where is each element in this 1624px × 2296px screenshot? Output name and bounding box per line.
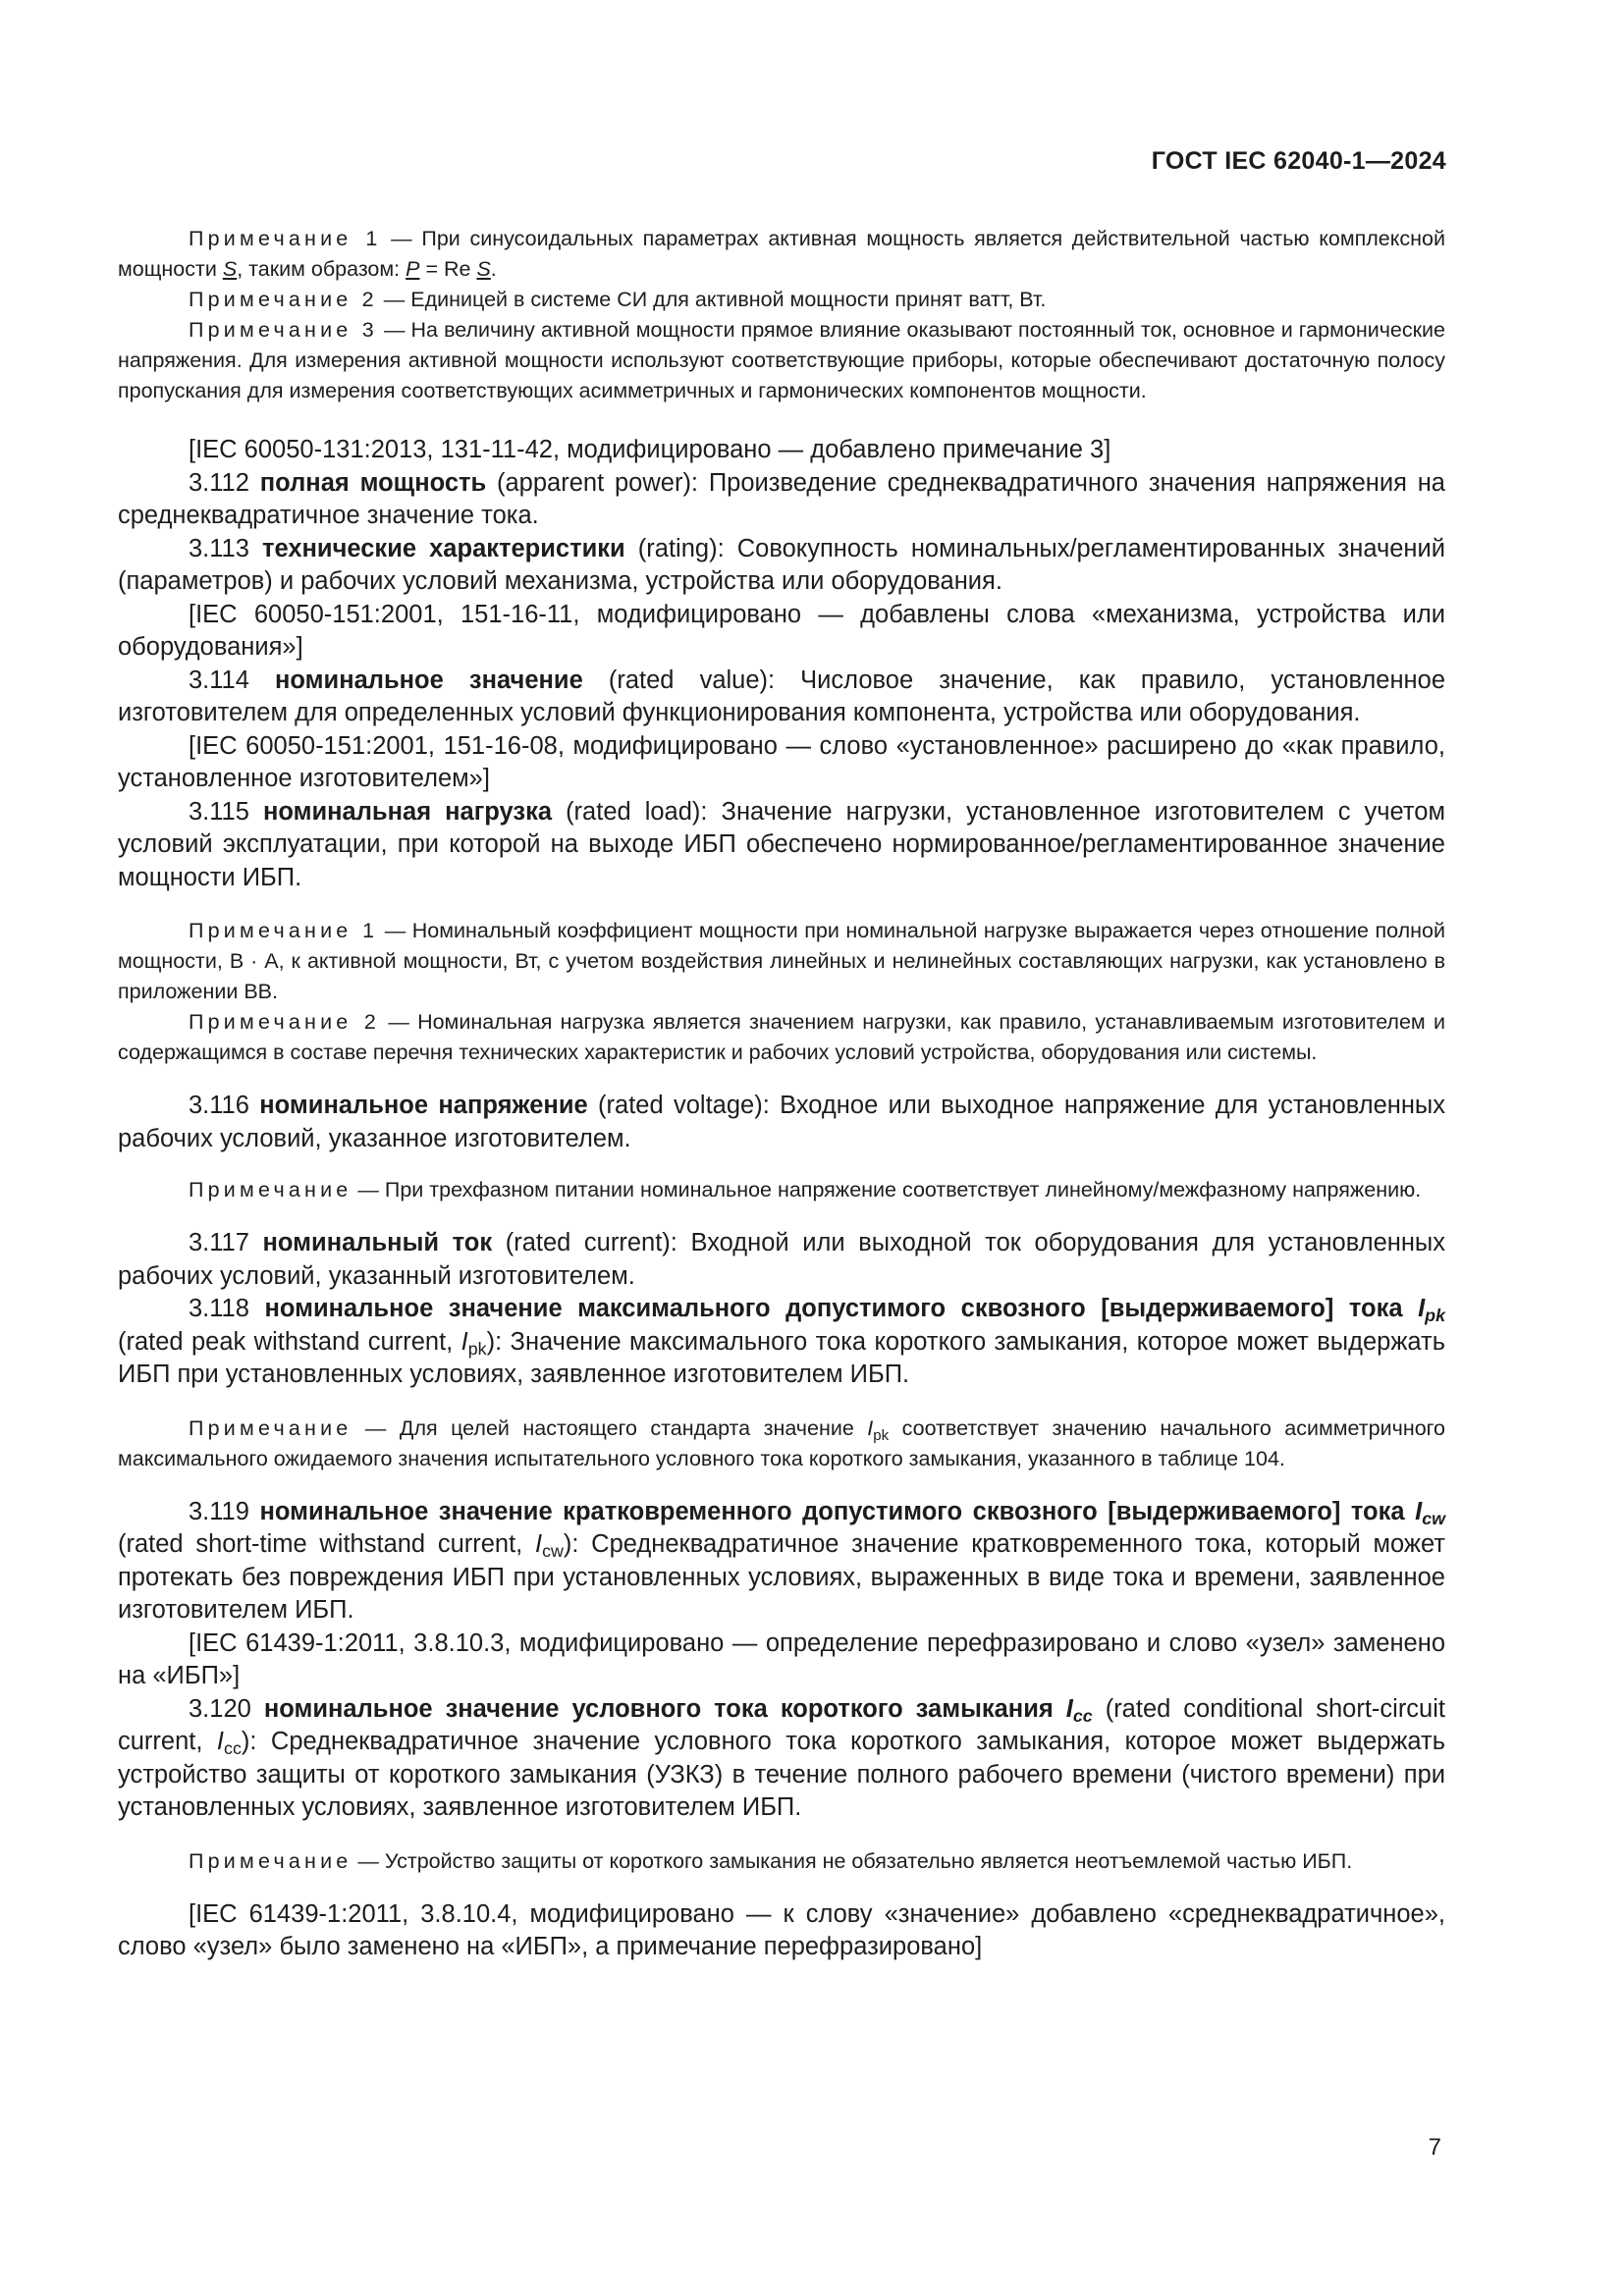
note-1-rated-load: Примечание 1 — Номинальный коэффициент мощности при номинальной нагрузке выражается через отношение полной мощности, В · А, к активной мощности, Вт, с учетом воздействия линейных и нелинейных составляющих нагрузки, как установлено в приложении ВВ. [118,919,1445,1003]
note-label: Примечание 2 [189,288,378,311]
note-2-active-power: Примечание 2 — Единицей в системе СИ для активной мощности принят ватт, Вт. [189,288,1047,311]
document-header: ГОСТ IEC 62040-1—2024 [1151,147,1446,175]
reference-3-114: [IEC 60050-151:2001, 151-16-08, модифицировано — слово «установленное» расширено до «как правило, установленное изготовителем»] [118,731,1445,792]
note-1-active-power: Примечание 1 — При синусоидальных параметрах активная мощность является действительной частью комплексной мощности S, таким образом: P = Re S. [118,227,1446,281]
note-label: Примечание 2 [189,1010,381,1034]
note-label: Примечание [189,1178,352,1201]
term-3-114: 3.114 номинальное значение (rated value): Числовое значение, как правило, установленное изготовителем для определенных условий функционирования компонента, устройства или оборудования. [118,666,1445,726]
reference-3-120: [IEC 61439-1:2011, 3.8.10.4, модифицировано — к слову «значение» добавлено «среднеквадратичное», слово «узел» было заменено на «ИБП», а примечание перефразировано] [118,1899,1445,1960]
reference-3-113: [IEC 60050-151:2001, 151-16-11, модифицировано — добавлены слова «механизма, устройства или оборудования»] [118,600,1445,661]
note-label: Примечание [189,1415,352,1440]
reference-131: [IEC 60050-131:2013, 131-11-42, модифицировано — добавлено примечание 3] [189,436,1111,463]
note-label: Примечание [189,1848,352,1873]
page-body [118,224,1445,1964]
note-2-rated-load: Примечание 2 — Номинальная нагрузка является значением нагрузки, как правило, устанавливаемым изготовителем и содержащимся в составе перечня технических характеристик и рабочих условий устройства, оборудования или системы. [118,1010,1445,1064]
note-label: Примечание 1 [189,227,382,250]
term-3-119: 3.119 номинальное значение кратковременного допустимого сквозного [выдерживаемого] тока $I_{cw}$ (rated short-time withstand current, $I_{cw}$): Среднеквадратичное значение кратковременного тока, который может протекать без повреждения ИБП при установленных условиях, выраженных в виде тока и времени, заявленное изготовителем ИБП. [118,1497,1445,1624]
page-number: 7 [1428,2134,1441,2161]
note-rated-voltage: Примечание — При трехфазном питании номинальное напряжение соответствует линейному/межфазному напряжению. [189,1178,1422,1201]
term-3-116: 3.116 номинальное напряжение (rated voltage): Входное или выходное напряжение для установленных рабочих условий, указанное изготовителем. [118,1092,1445,1152]
reference-3-119: [IEC 61439-1:2011, 3.8.10.3, модифицировано — определение перефразировано и слово «узел» заменено на «ИБП»] [118,1629,1445,1689]
term-3-115: 3.115 номинальная нагрузка (rated load): Значение нагрузки, установленное изготовителем с учетом условий эксплуатации, при которой на выходе ИБП обеспечено нормированное/регламентированное значение мощности ИБП. [118,797,1445,891]
note-label: Примечание 3 [189,318,378,342]
note-rated-peak-current: Примечание — Для целей настоящего стандарта значение $I_{pk}$ соответствует значению начального асимметричного максимального ожидаемого значения испытательного условного тока короткого замыкания, указанного в таблице 104. [118,1415,1445,1470]
term-3-118: 3.118 номинальное значение максимального допустимого сквозного [выдерживаемого] тока $I_{pk}$ (rated peak withstand current, $I_{pk}$): Значение максимального тока короткого замыкания, которое может выдержать ИБП при установленных условиях, заявленное изготовителем ИБП. [118,1295,1445,1388]
note-3-active-power: Примечание 3 — На величину активной мощности прямое влияние оказывают постоянный ток, основное и гармонические напряжения. Для измерения активной мощности используют соответствующие приборы, которые обеспечивают достаточную полосу пропускания для измерения соответствующих асимметричных и гармонических компонентов мощности. [118,318,1445,402]
term-3-112: 3.112 полная мощность (apparent power): Произведение среднеквадратичного значения напряжения на среднеквадратичное значение тока. [118,468,1445,529]
term-3-113: 3.113 технические характеристики (rating): Совокупность номинальных/регламентированных значений (параметров) и рабочих условий механизма, устройства или оборудования. [118,534,1445,595]
note-label: Примечание 1 [189,919,379,942]
term-3-120: 3.120 номинальное значение условного тока короткого замыкания $I_{cc}$ (rated conditional short-circuit current, $I_{cc}$): Среднеквадратичное значение условного тока короткого замыкания, которое может выдержать устройство защиты от короткого замыкания (УЗКЗ) в течение полного рабочего времени (чистого времени) при установленных условиях, заявленное изготовителем ИБП. [118,1694,1445,1821]
term-3-117: 3.117 номинальный ток (rated current): Входной или выходной ток оборудования для установленных рабочих условий, указанный изготовителем. [118,1229,1446,1290]
note-short-circuit: Примечание — Устройство защиты от короткого замыкания не обязательно является неотъемлемой частью ИБП. [189,1848,1353,1873]
